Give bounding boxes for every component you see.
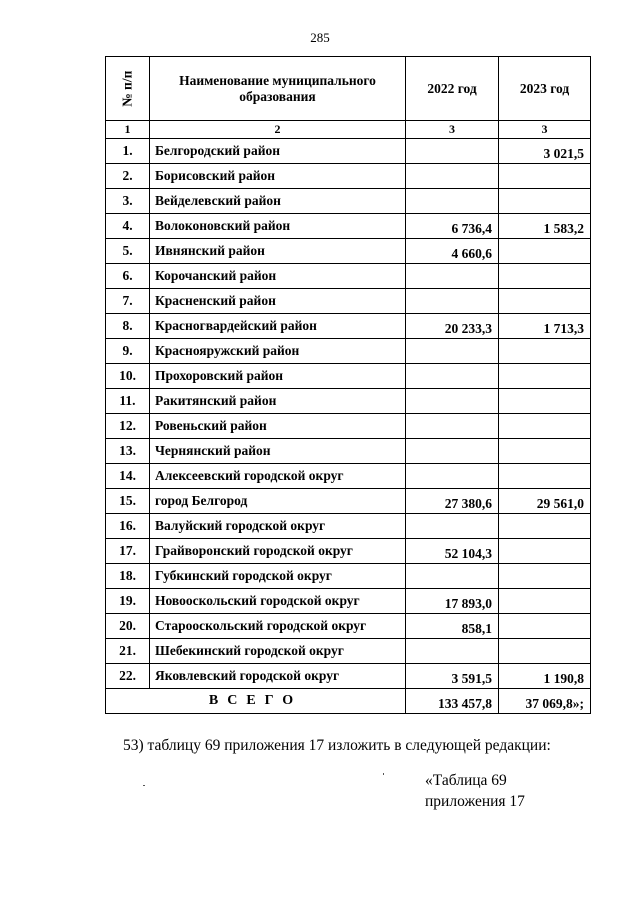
table-row: [106, 164, 591, 189]
value-2022-cell: [406, 639, 499, 664]
row-number-cell: 9.: [106, 339, 150, 364]
value-2023-cell: [499, 239, 591, 264]
row-number-cell: 3.: [106, 189, 150, 214]
value-2022-cell: [406, 164, 499, 189]
column-index-cell: 1: [106, 121, 150, 139]
value-2023-cell: [499, 539, 591, 564]
header-num: № п/п: [106, 57, 150, 121]
row-number-cell: 12.: [106, 414, 150, 439]
table-row: [106, 664, 591, 689]
table-row: [106, 514, 591, 539]
value-2023-cell: 29 561,0: [499, 489, 591, 514]
row-number-cell: 21.: [106, 639, 150, 664]
value-2022-cell: [406, 514, 499, 539]
table-row: [106, 339, 591, 364]
total-2022: 133 457,8: [406, 689, 499, 714]
table-row: [106, 589, 591, 614]
municipality-name-cell: Чернянский район: [150, 439, 406, 464]
value-2022-cell: 52 104,3: [406, 539, 499, 564]
row-number-cell: 13.: [106, 439, 150, 464]
municipality-name-cell: Новооскольский городской округ: [150, 589, 406, 614]
scan-speck: [143, 785, 145, 786]
municipality-name-cell: Краснояружский район: [150, 339, 406, 364]
value-2023-cell: [499, 589, 591, 614]
value-2023-cell: [499, 364, 591, 389]
municipality-name-cell: Вейделевский район: [150, 189, 406, 214]
caption-line-1: «Таблица 69: [425, 772, 507, 789]
column-index-cell: 3: [499, 121, 591, 139]
header-2023: 2023 год: [499, 57, 591, 121]
row-number-cell: 1.: [106, 139, 150, 164]
table-row: [106, 214, 591, 239]
value-2023-cell: [499, 639, 591, 664]
total-label: ВСЕГО: [106, 689, 406, 714]
value-2022-cell: [406, 264, 499, 289]
value-2022-cell: 3 591,5: [406, 664, 499, 689]
row-number-cell: 7.: [106, 289, 150, 314]
municipality-name-cell: Прохоровский район: [150, 364, 406, 389]
value-2022-cell: [406, 564, 499, 589]
municipality-name-cell: Валуйский городской округ: [150, 514, 406, 539]
value-2023-cell: 1 713,3: [499, 314, 591, 339]
municipality-name-cell: Ивнянский район: [150, 239, 406, 264]
value-2023-cell: 1 190,8: [499, 664, 591, 689]
value-2022-cell: 20 233,3: [406, 314, 499, 339]
table-row: [106, 439, 591, 464]
value-2023-cell: [499, 164, 591, 189]
caption-line-2: приложения 17: [425, 793, 525, 810]
table-row: [106, 489, 591, 514]
value-2022-cell: 858,1: [406, 614, 499, 639]
municipality-name-cell: Ровеньский район: [150, 414, 406, 439]
table-row: [106, 539, 591, 564]
total-row: [106, 689, 591, 714]
row-number-cell: 11.: [106, 389, 150, 414]
row-number-cell: 20.: [106, 614, 150, 639]
municipality-name-cell: Белгородский район: [150, 139, 406, 164]
value-2023-cell: [499, 264, 591, 289]
value-2022-cell: 4 660,6: [406, 239, 499, 264]
row-number-cell: 2.: [106, 164, 150, 189]
table-row: [106, 314, 591, 339]
value-2022-cell: [406, 414, 499, 439]
table-row: [106, 389, 591, 414]
municipality-name-cell: Алексеевский городской округ: [150, 464, 406, 489]
header-row: [106, 57, 591, 121]
municipality-name-cell: Корочанский район: [150, 264, 406, 289]
header-name: Наименование муниципального образования: [150, 57, 406, 121]
value-2023-cell: [499, 614, 591, 639]
data-table: [105, 56, 591, 714]
value-2023-cell: 3 021,5: [499, 139, 591, 164]
value-2022-cell: [406, 389, 499, 414]
municipality-name-cell: Грайворонский городской округ: [150, 539, 406, 564]
value-2023-cell: [499, 389, 591, 414]
total-2023: 37 069,8»;: [499, 689, 591, 714]
column-index-cell: 2: [150, 121, 406, 139]
value-2022-cell: [406, 364, 499, 389]
value-2022-cell: [406, 189, 499, 214]
value-2022-cell: [406, 464, 499, 489]
table-row: [106, 464, 591, 489]
column-index-row: [106, 121, 591, 139]
value-2023-cell: [499, 414, 591, 439]
municipality-name-cell: Ракитянский район: [150, 389, 406, 414]
table-row: [106, 139, 591, 164]
value-2023-cell: [499, 514, 591, 539]
municipality-name-cell: Борисовский район: [150, 164, 406, 189]
value-2023-cell: [499, 339, 591, 364]
value-2022-cell: 27 380,6: [406, 489, 499, 514]
row-number-cell: 19.: [106, 589, 150, 614]
value-2023-cell: 1 583,2: [499, 214, 591, 239]
municipality-name-cell: Шебекинский городской округ: [150, 639, 406, 664]
row-number-cell: 10.: [106, 364, 150, 389]
row-number-cell: 5.: [106, 239, 150, 264]
value-2022-cell: [406, 139, 499, 164]
table-row: [106, 189, 591, 214]
row-number-cell: 14.: [106, 464, 150, 489]
instruction-text: 53) таблицу 69 приложения 17 изложить в следующей редакции:: [123, 737, 551, 754]
row-number-cell: 16.: [106, 514, 150, 539]
value-2023-cell: [499, 564, 591, 589]
column-index-cell: 3: [406, 121, 499, 139]
row-number-cell: 18.: [106, 564, 150, 589]
row-number-cell: 8.: [106, 314, 150, 339]
table-row: [106, 564, 591, 589]
municipality-name-cell: Старооскольский городской округ: [150, 614, 406, 639]
table-row: [106, 614, 591, 639]
row-number-cell: 15.: [106, 489, 150, 514]
municipality-name-cell: Красненский район: [150, 289, 406, 314]
municipality-name-cell: город Белгород: [150, 489, 406, 514]
page-number: 285: [310, 30, 330, 45]
value-2022-cell: [406, 339, 499, 364]
municipality-name-cell: Красногвардейский район: [150, 314, 406, 339]
table-row: [106, 364, 591, 389]
table-row: [106, 639, 591, 664]
value-2023-cell: [499, 189, 591, 214]
table-row: [106, 239, 591, 264]
row-number-cell: 17.: [106, 539, 150, 564]
value-2022-cell: [406, 289, 499, 314]
value-2022-cell: [406, 439, 499, 464]
row-number-cell: 22.: [106, 664, 150, 689]
row-number-cell: 6.: [106, 264, 150, 289]
municipality-name-cell: Яковлевский городской округ: [150, 664, 406, 689]
municipality-name-cell: Волоконовский район: [150, 214, 406, 239]
value-2022-cell: 6 736,4: [406, 214, 499, 239]
table-row: [106, 414, 591, 439]
table-row: [106, 289, 591, 314]
scan-speck: [383, 773, 384, 775]
municipality-name-cell: Губкинский городской округ: [150, 564, 406, 589]
value-2023-cell: [499, 439, 591, 464]
table-caption: [425, 770, 525, 812]
value-2023-cell: [499, 464, 591, 489]
value-2023-cell: [499, 289, 591, 314]
table-row: [106, 264, 591, 289]
row-number-cell: 4.: [106, 214, 150, 239]
value-2022-cell: 17 893,0: [406, 589, 499, 614]
header-2022: 2022 год: [406, 57, 499, 121]
